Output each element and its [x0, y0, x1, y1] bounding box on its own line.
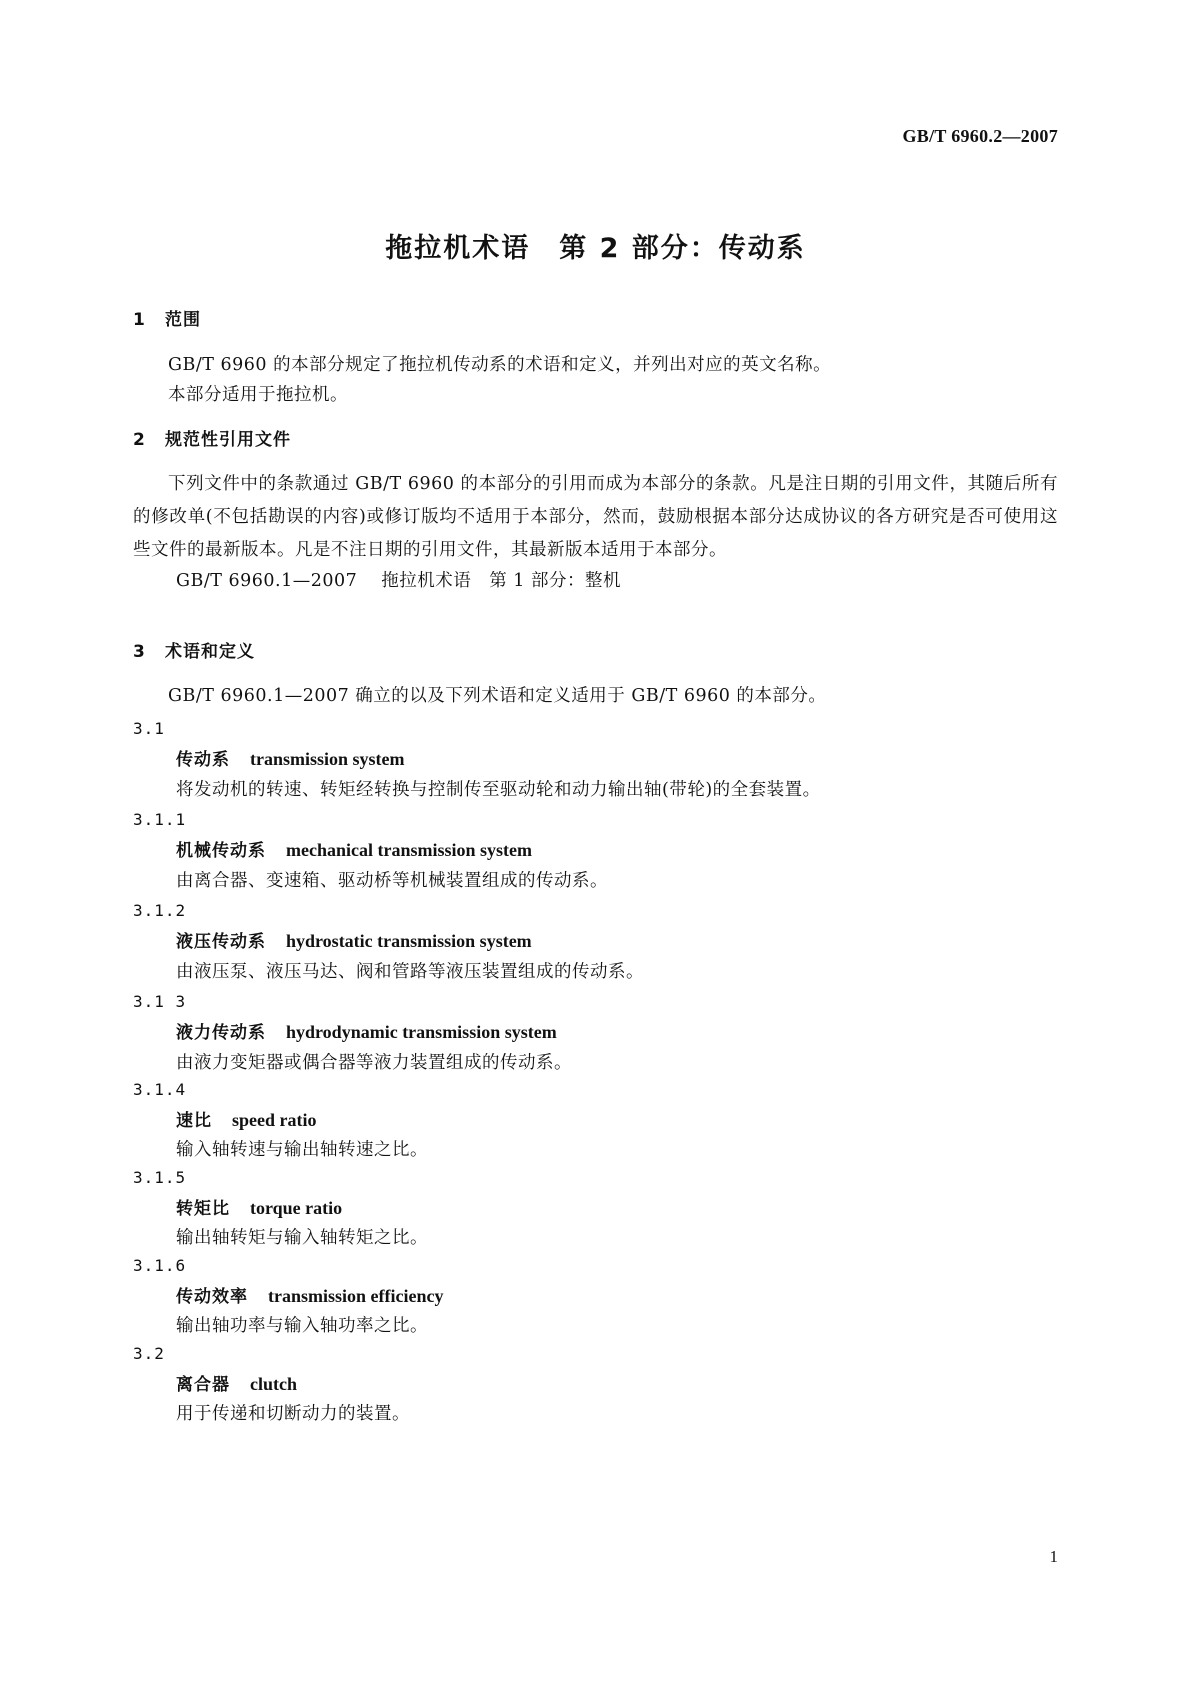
reference-title: 拖拉机术语 第 1 部分：整机	[381, 571, 622, 591]
term-heading	[133, 1369, 1058, 1399]
reference-code: GB/T 6960.1—2007	[176, 571, 358, 591]
section-title: 规范性引用文件	[165, 430, 291, 450]
term-chinese: 转矩比	[176, 1199, 230, 1219]
term-chinese: 速比	[176, 1111, 212, 1131]
term-chinese: 液力传动系	[176, 1023, 266, 1043]
section-1-body	[133, 349, 1058, 412]
term-entry	[133, 1251, 1058, 1341]
section-number: 3	[133, 642, 146, 662]
term-chinese: 机械传动系	[176, 841, 266, 861]
normative-reference	[133, 567, 1058, 592]
term-heading	[133, 1017, 1058, 1048]
paragraph: GB/T 6960 的本部分规定了拖拉机传动系的术语和定义，并列出对应的英文名称。	[168, 355, 832, 375]
term-definition: 由液力变矩器或偶合器等液力装置组成的传动系。	[176, 1053, 572, 1073]
paragraph: 下列文件中的条款通过 GB/T 6960 的本部分的引用而成为本部分的条款。凡是注日期的引用文件，其随后所有的修改单(不包括勘误的内容)或修订版均不适用于本部分，然而，鼓励根据本部分达成协议的各方研究是否可使用这些文件的最新版本。凡是不注日期的引用文件，其最新版本适用于本部分。	[133, 474, 1058, 560]
term-number: 3.1.4	[133, 1080, 187, 1099]
term-english: speed ratio	[232, 1110, 317, 1130]
term-definition: 输出轴功率与输入轴功率之比。	[176, 1316, 428, 1336]
section-number: 1	[133, 310, 146, 330]
section-2-body	[133, 468, 1058, 592]
term-definition: 由液压泵、液压马达、阀和管路等液压装置组成的传动系。	[176, 962, 644, 982]
term-entry	[133, 1075, 1058, 1165]
section-3-heading	[133, 637, 1058, 662]
term-chinese: 离合器	[176, 1375, 230, 1395]
term-entry	[133, 804, 1058, 896]
term-number: 3.1.5	[133, 1168, 187, 1187]
term-number: 3.1	[133, 719, 165, 738]
term-entry	[133, 713, 1058, 805]
term-english: clutch	[250, 1374, 297, 1394]
term-entry	[133, 895, 1058, 987]
section-title: 术语和定义	[165, 642, 255, 662]
term-number: 3.2	[133, 1344, 165, 1363]
term-heading	[133, 1193, 1058, 1223]
term-definition: 输入轴转速与输出轴转速之比。	[176, 1140, 428, 1160]
term-heading	[133, 1105, 1058, 1135]
page-number: 1	[1049, 1547, 1058, 1566]
term-entry	[133, 986, 1058, 1078]
term-heading	[133, 1281, 1058, 1311]
term-number: 3.1.1	[133, 810, 187, 829]
term-english: hydrodynamic transmission system	[286, 1022, 557, 1042]
paragraph: GB/T 6960.1—2007 确立的以及下列术语和定义适用于 GB/T 6960 的本部分。	[168, 686, 827, 706]
term-english: mechanical transmission system	[286, 840, 532, 860]
term-definition: 输出轴转矩与输入轴转矩之比。	[176, 1228, 428, 1248]
term-chinese: 传动效率	[176, 1287, 248, 1307]
section-3-body	[133, 680, 1058, 713]
section-2-heading	[133, 425, 1058, 450]
term-definition: 用于传递和切断动力的装置。	[176, 1404, 410, 1424]
term-chinese: 液压传动系	[176, 932, 266, 952]
term-chinese: 传动系	[176, 750, 230, 770]
term-english: torque ratio	[250, 1198, 343, 1218]
term-heading	[133, 744, 1058, 775]
section-title: 范围	[165, 310, 201, 330]
term-heading	[133, 835, 1058, 866]
section-1-heading	[133, 305, 1058, 330]
term-number: 3.1 3	[133, 992, 187, 1011]
paragraph: 本部分适用于拖拉机。	[168, 385, 348, 405]
term-number: 3.1.6	[133, 1256, 187, 1275]
term-number: 3.1.2	[133, 901, 187, 920]
term-entry	[133, 1163, 1058, 1253]
term-heading	[133, 926, 1058, 957]
section-number: 2	[133, 430, 146, 450]
term-definition: 将发动机的转速、转矩经转换与控制传至驱动轮和动力输出轴(带轮)的全套装置。	[176, 780, 821, 800]
term-definition: 由离合器、变速箱、驱动桥等机械装置组成的传动系。	[176, 871, 608, 891]
term-english: transmission efficiency	[268, 1286, 444, 1306]
standard-number: GB/T 6960.2—2007	[902, 126, 1058, 146]
document-title: 拖拉机术语 第 2 部分：传动系	[385, 233, 806, 264]
term-english: hydrostatic transmission system	[286, 931, 532, 951]
term-entry	[133, 1339, 1058, 1429]
term-english: transmission system	[250, 749, 405, 769]
